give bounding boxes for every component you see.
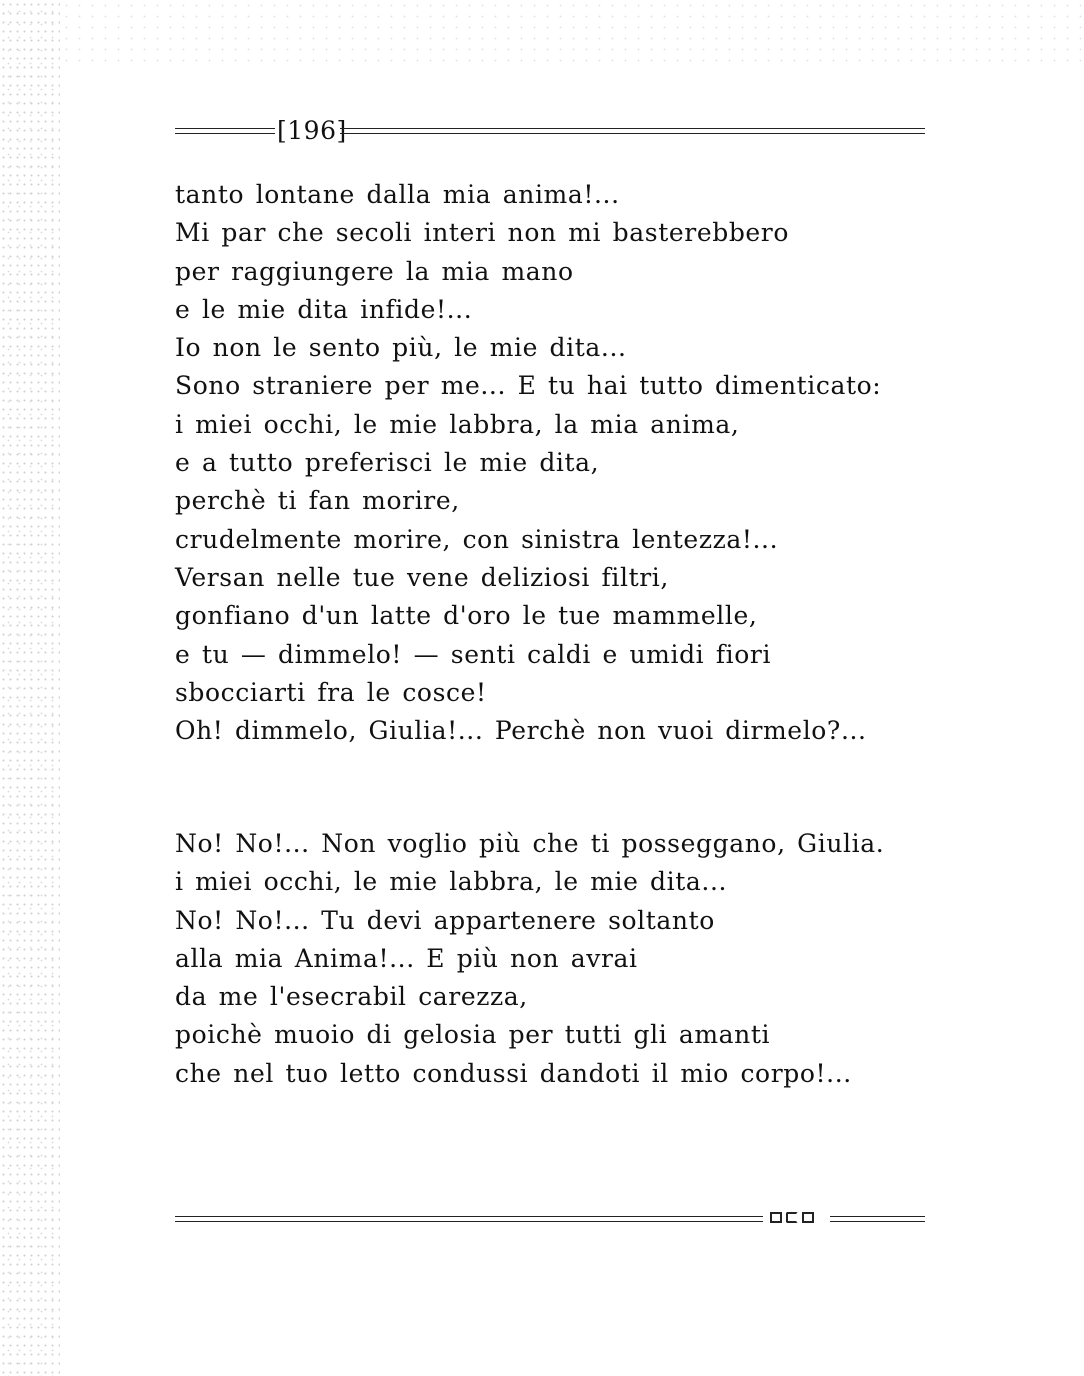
end-ornament-icon	[770, 1212, 814, 1223]
verse-line: i miei occhi, le mie labbra, le mie dita...	[175, 867, 728, 897]
verse-line: gonfiano d'un latte d'oro le tue mammelle,	[175, 601, 758, 631]
header-rule-left	[175, 128, 275, 134]
verse-line: e le mie dita infide!...	[175, 294, 473, 324]
page-number: [196]	[277, 116, 347, 145]
verse-line: Sono straniere per me... E tu hai tutto dimenticato:	[175, 371, 882, 401]
verse-line: che nel tuo letto condussi dandoti il mio corpo!...	[175, 1058, 852, 1088]
verse-line: Io non le sento più, le mie dita...	[175, 333, 627, 363]
verse-line: crudelmente morire, con sinistra lentezza!...	[175, 524, 779, 554]
stanza-1	[175, 176, 881, 750]
verse-line: sbocciarti fra le cosce!	[175, 677, 487, 707]
verse-line: No! No!... Tu devi appartenere soltanto	[175, 905, 715, 935]
verse-line: poichè muoio di gelosia per tutti gli amanti	[175, 1020, 771, 1050]
page-footer	[175, 1208, 925, 1232]
verse-line: e tu — dimmelo! — senti caldi e umidi fiori	[175, 639, 772, 669]
verse-line: i miei occhi, le mie labbra, la mia anima,	[175, 409, 740, 439]
verse-line: alla mia Anima!... E più non avrai	[175, 943, 638, 973]
verse-line: per raggiungere la mia mano	[175, 256, 574, 286]
verse-line: tanto lontane dalla mia anima!...	[175, 180, 620, 209]
header-rule-right	[340, 128, 925, 134]
footer-rule-left	[175, 1216, 763, 1222]
verse-line: perchè ti fan morire,	[175, 486, 460, 516]
page-header	[175, 114, 925, 150]
verse-line: No! No!... Non voglio più che ti posseggano, Giulia.	[175, 829, 885, 858]
verse-line: Mi par che secoli interi non mi basterebbero	[175, 218, 790, 248]
scan-speckle-left	[0, 0, 60, 1376]
verse-line: Oh! dimmelo, Giulia!... Perchè non vuoi dirmelo?...	[175, 716, 867, 746]
footer-rule-right	[830, 1216, 925, 1222]
verse-line: e a tutto preferisci le mie dita,	[175, 448, 600, 478]
stanza-2	[175, 825, 884, 1093]
verse-line: da me l'esecrabil carezza,	[175, 982, 528, 1012]
verse-line: Versan nelle tue vene deliziosi filtri,	[175, 562, 669, 592]
scan-speckle-top	[60, 0, 1084, 70]
